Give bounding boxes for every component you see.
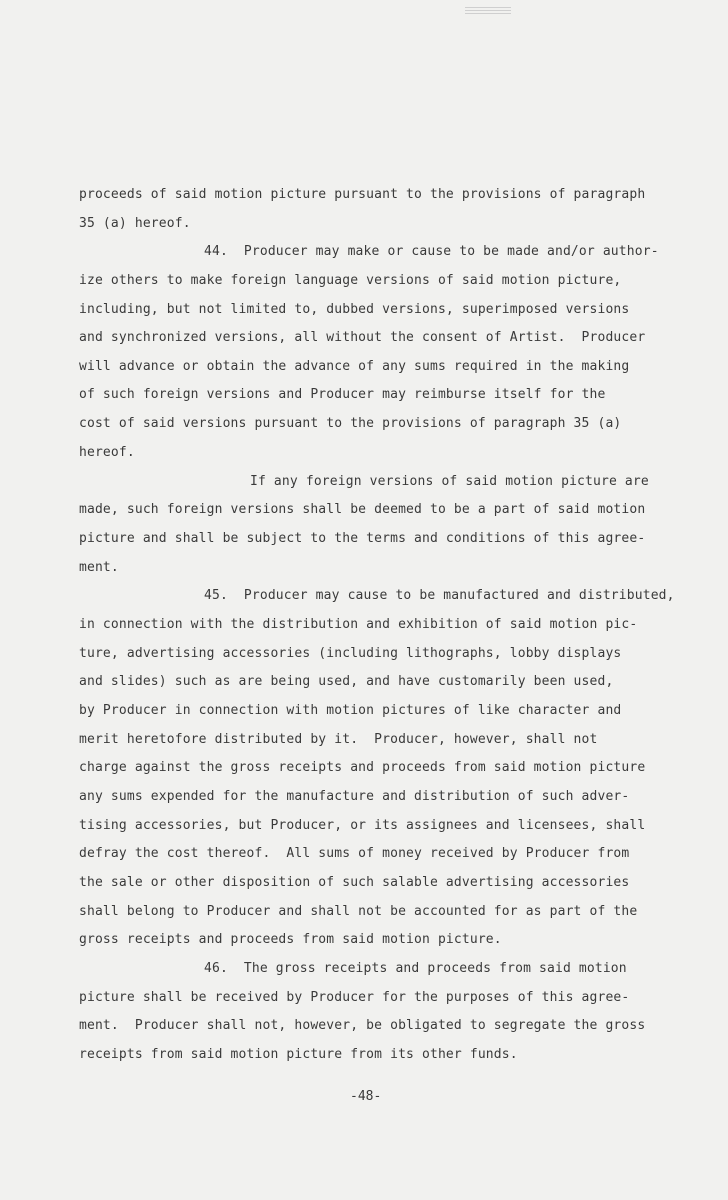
text-line: defray the cost thereof. All sums of money received by Producer from xyxy=(79,846,630,861)
paragraph-44-start: 44. Producer may make or cause to be made and/or author- xyxy=(204,244,659,259)
faded-header-stamp xyxy=(465,4,511,16)
text-line: the sale or other disposition of such salable advertising accessories xyxy=(79,875,630,890)
paragraph-45-start: 45. Producer may cause to be manufactured and distributed, xyxy=(204,588,675,603)
text-line: shall belong to Producer and shall not be accounted for as part of the xyxy=(79,904,638,919)
text-line: of such foreign versions and Producer may reimburse itself for the xyxy=(79,387,606,402)
text-line: made, such foreign versions shall be deemed to be a part of said motion xyxy=(79,502,646,517)
text-line: picture and shall be subject to the terms and conditions of this agree- xyxy=(79,531,646,546)
text-line: proceeds of said motion picture pursuant to the provisions of paragraph xyxy=(79,187,646,202)
text-line: ment. Producer shall not, however, be obligated to segregate the gross xyxy=(79,1018,646,1033)
paragraph-foreign-versions-start: If any foreign versions of said motion picture are xyxy=(250,474,649,489)
text-line: will advance or obtain the advance of any sums required in the making xyxy=(79,359,630,374)
text-line: ture, advertising accessories (including lithographs, lobby displays xyxy=(79,646,622,661)
text-line: charge against the gross receipts and proceeds from said motion picture xyxy=(79,760,646,775)
text-line: picture shall be received by Producer for the purposes of this agree- xyxy=(79,990,630,1005)
text-line: 35 (a) hereof. xyxy=(79,216,191,231)
text-line: ment. xyxy=(79,560,119,575)
text-line: any sums expended for the manufacture and distribution of such adver- xyxy=(79,789,630,804)
text-line: including, but not limited to, dubbed versions, superimposed versions xyxy=(79,302,630,317)
text-line: hereof. xyxy=(79,445,135,460)
text-line: merit heretofore distributed by it. Producer, however, shall not xyxy=(79,732,598,747)
page-number: -48- xyxy=(350,1089,382,1104)
text-line: by Producer in connection with motion pictures of like character and xyxy=(79,703,622,718)
text-line: in connection with the distribution and exhibition of said motion pic- xyxy=(79,617,638,632)
text-line: tising accessories, but Producer, or its assignees and licensees, shall xyxy=(79,818,646,833)
text-line: and synchronized versions, all without the consent of Artist. Producer xyxy=(79,330,646,345)
text-line: ize others to make foreign language versions of said motion picture, xyxy=(79,273,622,288)
text-line: and slides) such as are being used, and have customarily been used, xyxy=(79,674,614,689)
paragraph-46-start: 46. The gross receipts and proceeds from said motion xyxy=(204,961,627,976)
text-line: cost of said versions pursuant to the provisions of paragraph 35 (a) xyxy=(79,416,622,431)
text-line: receipts from said motion picture from its other funds. xyxy=(79,1047,518,1062)
text-line: gross receipts and proceeds from said motion picture. xyxy=(79,932,502,947)
